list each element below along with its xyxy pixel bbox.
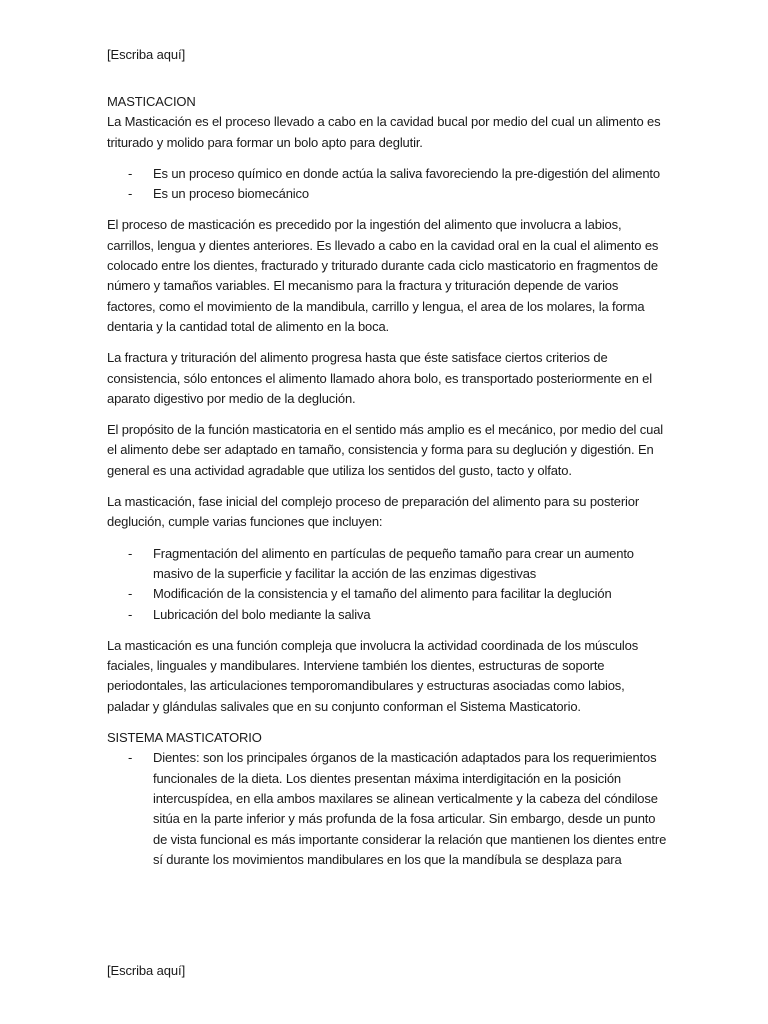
dash-marker: -: [128, 750, 133, 766]
dash-marker: -: [128, 165, 133, 181]
list-item: [107, 584, 667, 604]
list-item: [107, 544, 667, 585]
list-item: [107, 605, 667, 625]
bullet-list-1: [107, 164, 667, 205]
list-item-text: Es un proceso químico en donde actúa la saliva favoreciendo la pre-digestión del alimento: [153, 165, 660, 181]
page-header: [Escriba aquí]: [107, 47, 186, 62]
dash-marker: -: [128, 186, 133, 202]
bullet-list-2: [107, 544, 667, 625]
list-item: [107, 748, 667, 870]
bullet-list-3: [107, 748, 667, 870]
document-body: [107, 92, 667, 881]
dash-marker: -: [128, 606, 133, 622]
page-footer: [Escriba aquí]: [107, 963, 186, 978]
list-item-text: Fragmentación del alimento en partículas de pequeño tamaño para crear un aumento masivo de la superficie y facilitar la acción de las enzimas digestivas: [153, 545, 634, 581]
list-item-text: Modificación de la consistencia y el tamaño del alimento para facilitar la deglución: [153, 586, 612, 602]
body-paragraph: La masticación, fase inicial del complejo proceso de preparación del alimento para su posterior deglución, cumple varias funciones que incluyen:: [107, 494, 640, 530]
intro-paragraph: La Masticación es el proceso llevado a cabo en la cavidad bucal por medio del cual un alimento es triturado y molido para formar un bolo apto para deglutir.: [107, 114, 661, 150]
body-paragraph: La fractura y trituración del alimento progresa hasta que éste satisface ciertos criterios de consistencia, sólo entonces el alimento llamado ahora bolo, es transportado posteriormente en el aparato digestivo por medio de la deglución.: [107, 350, 652, 406]
list-item-text: Dientes: son los principales órganos de la masticación adaptados para los requerimientos funcionales de la dieta. Los dientes presentan máxima interdigitación en la posición intercuspídea, en ella ambos maxilares se alinean verticalmente y la cabeza del cóndilose sitúa en la parte inferior y más profunda de la fosa articular. Sin embargo, desde un punto de vista funcional es más importante considerar la relación que mantienen los dientes entre sí durante los movimientos mandibulares en los que la mandíbula se desplaza para: [153, 750, 667, 867]
dash-marker: -: [128, 545, 133, 561]
body-paragraph: El proceso de masticación es precedido por la ingestión del alimento que involucra a labios, carrillos, lengua y dientes anteriores. Es llevado a cabo en la cavidad oral en la cual el alimento es colocado entre los dientes, fracturado y triturado durante cada ciclo masticatorio en fragmentos de número y tamaños variables. El mecanismo para la fractura y trituración depende de varios factores, como el movimiento de la mandibula, carrillo y lengua, el area de los molares, la forma dentaria y la cantidad total de alimento en la boca.: [107, 217, 659, 334]
section-subtitle: SISTEMA MASTICATORIO: [107, 730, 262, 746]
list-item-text: Es un proceso biomecánico: [153, 186, 309, 202]
list-item-text: Lubricación del bolo mediante la saliva: [153, 606, 371, 622]
body-paragraph: El propósito de la función masticatoria en el sentido más amplio es el mecánico, por medio del cual el alimento debe ser adaptado en tamaño, consistencia y forma para su deglución y digestión. En general es una actividad agradable que utiliza los sentidos del gusto, tacto y olfato.: [107, 422, 664, 478]
body-paragraph: La masticación es una función compleja que involucra la actividad coordinada de los músculos faciales, linguales y mandibulares. Interviene también los dientes, estructuras de soporte periodontales, las articulaciones temporomandibulares y estructuras asociadas como labios, paladar y glándulas salivales que en su conjunto conforman el Sistema Masticatorio.: [107, 637, 639, 714]
list-item: [107, 164, 667, 184]
section-title: MASTICACION: [107, 94, 196, 109]
list-item: [107, 184, 667, 204]
dash-marker: -: [128, 586, 133, 602]
